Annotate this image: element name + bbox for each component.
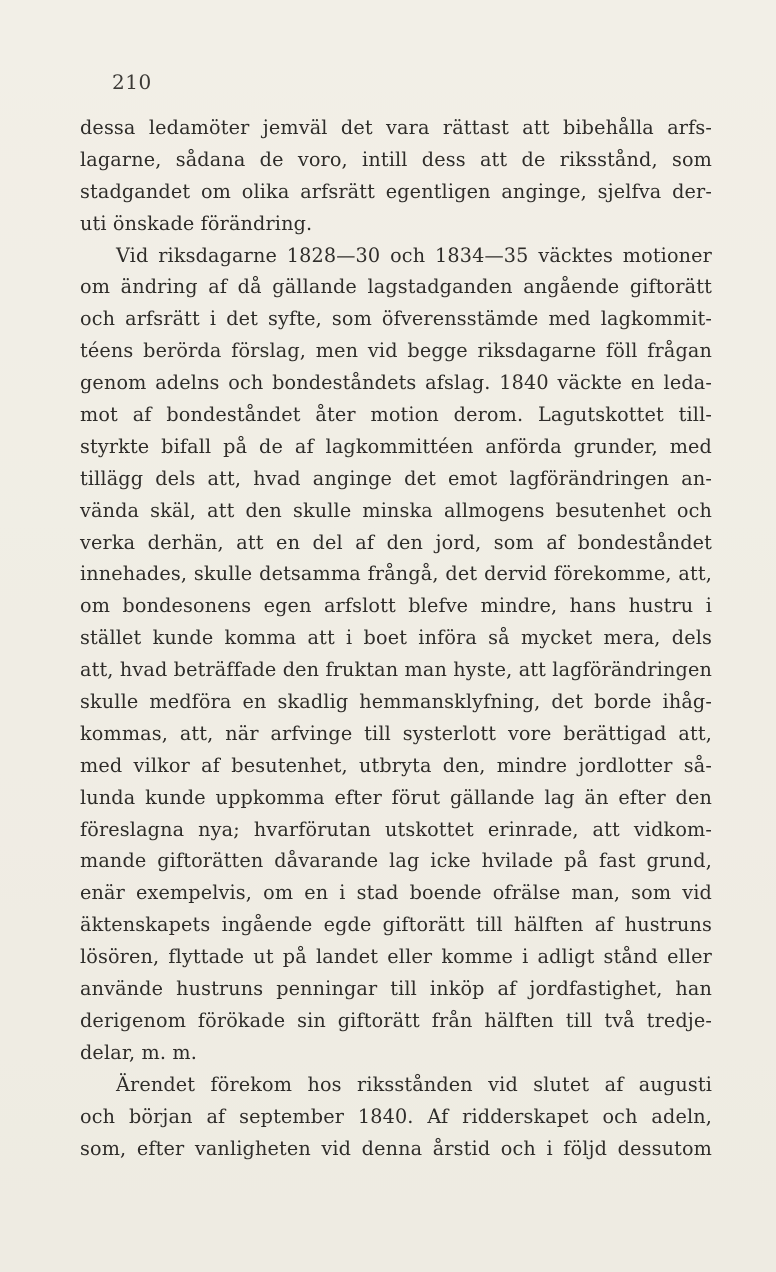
text-line: delar, m. m. xyxy=(80,1040,197,1064)
body-text xyxy=(80,112,712,1164)
text-line: lösören, flyttade ut på landet eller komme i adligt stånd eller xyxy=(80,945,712,969)
text-line: om bondesonens egen arfslott blefve mindre, hans hustru i xyxy=(80,594,712,618)
text-line: använde hustruns penningar till inköp af jordfastighet, han xyxy=(80,977,712,1001)
text-line: enär exempelvis, om en i stad boende ofrälse man, som vid xyxy=(80,881,712,905)
paragraph-2 xyxy=(80,240,712,1069)
text-line: mande giftorätten dåvarande lag icke hvilade på fast grund, xyxy=(80,849,712,873)
text-line: téens berörda förslag, men vid begge riksdagarne föll frågan xyxy=(80,339,712,363)
text-line: kommas, att, när arfvinge till systerlott vore berättigad att, xyxy=(80,721,712,745)
text-line: verka derhän, att en del af den jord, som af bondeståndet xyxy=(80,530,712,554)
text-line: om ändring af då gällande lagstadganden angående giftorätt xyxy=(80,275,712,299)
text-line: mot af bondeståndet åter motion derom. Lagutskottet till- xyxy=(80,403,712,427)
paragraph-1 xyxy=(80,112,712,240)
text-line: styrkte bifall på de af lagkommittéen anförda grunder, med xyxy=(80,434,712,458)
text-line: vända skäl, att den skulle minska allmogens besutenhet och xyxy=(80,498,712,522)
text-line: föreslagna nya; hvarförutan utskottet erinrade, att vidkom- xyxy=(80,817,712,841)
text-line: med vilkor af besutenhet, utbryta den, mindre jordlotter så- xyxy=(80,753,712,777)
text-line: att, hvad beträffade den fruktan man hyste, att lagförändringen xyxy=(80,658,712,682)
text-line: Vid riksdagarne 1828—30 och 1834—35 väcktes motioner xyxy=(116,243,712,267)
text-line: äktenskapets ingående egde giftorätt till hälften af hustruns xyxy=(80,913,712,937)
paragraph-3 xyxy=(80,1069,712,1165)
text-line: derigenom förökade sin giftorätt från hälften till två tredje- xyxy=(80,1008,712,1032)
text-line: uti önskade förändring. xyxy=(80,211,313,235)
text-line: lagarne, sådana de voro, intill dess att de riksstånd, som xyxy=(80,147,712,171)
text-line: stadgandet om olika arfsrätt egentligen anginge, sjelfva der- xyxy=(80,179,712,203)
text-line: skulle medföra en skadlig hemmansklyfning, det borde ihåg- xyxy=(80,690,712,714)
text-line: dessa ledamöter jemväl det vara rättast att bibehålla arfs- xyxy=(80,116,712,139)
text-line: genom adelns och bondeståndets afslag. 1840 väckte en leda- xyxy=(80,371,712,395)
text-line: innehades, skulle detsamma frångå, det dervid förekomme, att, xyxy=(80,562,712,586)
page-number: 210 xyxy=(112,70,152,94)
text-line: som, efter vanligheten vid denna årstid och i följd dessutom xyxy=(80,1136,712,1160)
text-line: och arfsrätt i det syfte, som öfverensstämde med lagkommit- xyxy=(80,307,712,331)
text-line: tillägg dels att, hvad anginge det emot lagförändringen an- xyxy=(80,466,712,490)
text-line: stället kunde komma att i boet införa så mycket mera, dels xyxy=(80,626,712,650)
text-line: lunda kunde uppkomma efter förut gällande lag än efter den xyxy=(80,785,712,809)
text-line: och början af september 1840. Af ridderskapet och adeln, xyxy=(80,1104,712,1128)
text-line: Ärendet förekom hos riksstånden vid slutet af augusti xyxy=(116,1072,712,1096)
